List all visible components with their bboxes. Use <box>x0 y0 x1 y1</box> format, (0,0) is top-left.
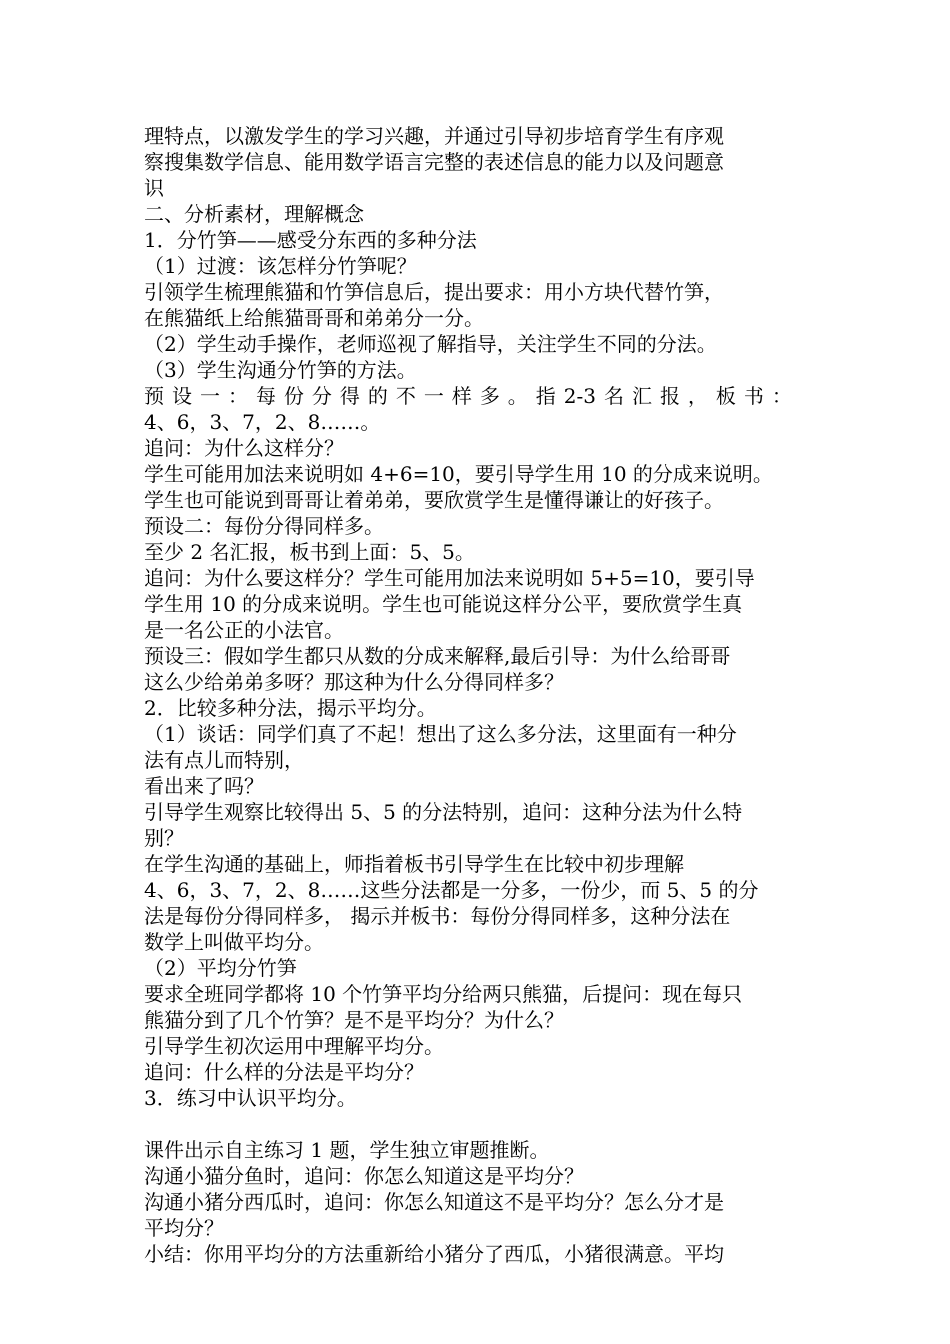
text-line: 引领学生梳理熊猫和竹笋信息后，提出要求：用小方块代替竹笋， <box>144 280 724 304</box>
text-line: （2）学生动手操作，老师巡视了解指导，关注学生不同的分法。 <box>144 332 717 356</box>
text-line: 追问：为什么要这样分？学生可能用加法来说明如 5+5=10，要引导 <box>144 566 755 590</box>
text-line: 察搜集数学信息、能用数学语言完整的表述信息的能力以及问题意 <box>144 150 724 174</box>
blank-line <box>144 1111 812 1137</box>
text-line: 学生用 10 的分成来说明。学生也可能说这样分公平，要欣赏学生真 <box>144 592 743 616</box>
text-line: 追问：为什么这样分？ <box>144 436 344 460</box>
text-line: （1）谈话：同学们真了不起！想出了这么多分法，这里面有一种分 <box>144 722 737 746</box>
text-line: （3）学生沟通分竹笋的方法。 <box>144 358 417 382</box>
text-line: 4、6，3、7，2、8……。 <box>144 410 381 434</box>
text-line: 别？ <box>144 826 184 850</box>
text-line: 引导学生观察比较得出 5、5 的分法特别，追问：这种分法为什么特 <box>144 800 743 824</box>
text-line: 是一名公正的小法官。 <box>144 618 344 642</box>
text-line: 追问：什么样的分法是平均分？ <box>144 1060 424 1084</box>
text-line: 二、分析素材，理解概念 <box>144 202 364 226</box>
text-line: 预设三：假如学生都只从数的分成来解释,最后引导：为什么给哥哥 <box>144 644 731 668</box>
text-line: 3．练习中认识平均分。 <box>144 1086 357 1110</box>
text-line: 至少 2 名汇报，板书到上面：5、5。 <box>144 540 475 564</box>
text-line: 沟通小猫分鱼时，追问：你怎么知道这是平均分？ <box>144 1164 584 1188</box>
text-line: 平均分？ <box>144 1216 224 1240</box>
text-line: 识 <box>144 176 164 200</box>
text-line: 法有点儿而特别， <box>144 748 304 772</box>
text-line: 数学上叫做平均分。 <box>144 930 324 954</box>
text-line: 课件出示自主练习 1 题，学生独立审题推断。 <box>144 1138 550 1162</box>
text-line: 引导学生初次运用中理解平均分。 <box>144 1034 444 1058</box>
text-line: 这么少给弟弟多呀？那这种为什么分得同样多？ <box>144 670 564 694</box>
text-line: 2．比较多种分法，揭示平均分。 <box>144 696 437 720</box>
text-line: 沟通小猪分西瓜时，追问：你怎么知道这不是平均分？怎么分才是 <box>144 1190 724 1214</box>
text-line: 学生也可能说到哥哥让着弟弟，要欣赏学生是懂得谦让的好孩子。 <box>144 488 724 512</box>
text-line: 1．分竹笋——感受分东西的多种分法 <box>144 228 477 252</box>
text-line: 理特点，以激发学生的学习兴趣，并通过引导初步培育学生有序观 <box>144 124 724 148</box>
text-line: 在熊猫纸上给熊猫哥哥和弟弟分一分。 <box>144 306 484 330</box>
text-line: 预 设 一 ： 每 份 分 得 的 不 一 样 多 。 指 2-3 名 汇 报 ， 板 书 ： <box>144 384 792 408</box>
document-body <box>144 123 812 1267</box>
text-line: 要求全班同学都将 10 个竹笋平均分给两只熊猫，后提问：现在每只 <box>144 982 743 1006</box>
text-line: 学生可能用加法来说明如 4+6=10，要引导学生用 10 的分成来说明。 <box>144 462 773 486</box>
text-line: （1）过渡：该怎样分竹笋呢？ <box>144 254 417 278</box>
text-line: 熊猫分到了几个竹笋？是不是平均分？为什么？ <box>144 1008 564 1032</box>
text-line: 在学生沟通的基础上，师指着板书引导学生在比较中初步理解 <box>144 852 684 876</box>
text-line: 小结：你用平均分的方法重新给小猪分了西瓜，小猪很满意。平均 <box>144 1242 724 1266</box>
text-line: 看出来了吗？ <box>144 774 264 798</box>
text-line: （2）平均分竹笋 <box>144 956 297 980</box>
text-line: 预设二：每份分得同样多。 <box>144 514 384 538</box>
text-line: 4、6，3、7，2、8……这些分法都是一分多，一份少，而 5、5 的分 <box>144 878 759 902</box>
text-line: 法是每份分得同样多， 揭示并板书：每份分得同样多，这种分法在 <box>144 904 731 928</box>
